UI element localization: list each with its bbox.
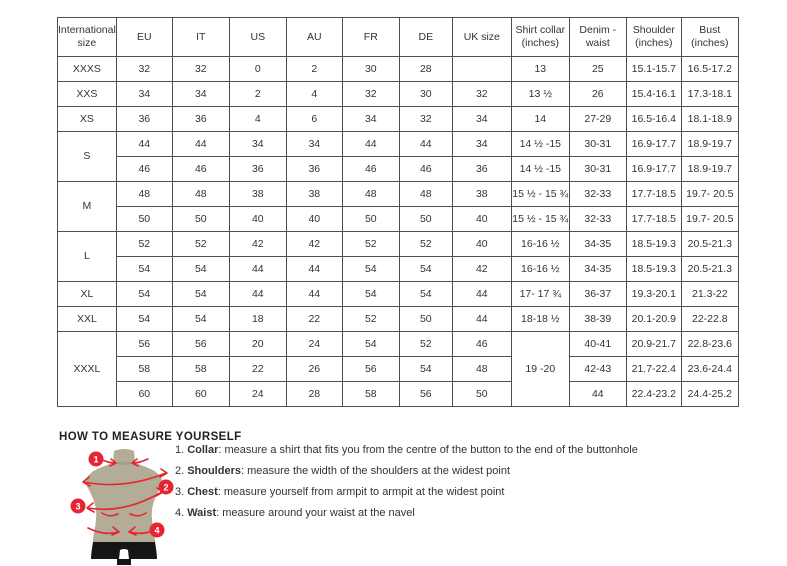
table-cell: 28 (286, 382, 342, 407)
measure-section-title: HOW TO MEASURE YOURSELF (59, 431, 242, 443)
table-cell: 44 (229, 257, 286, 282)
table-cell: 50 (452, 382, 511, 407)
step-text: : measure around your waist at the navel (216, 507, 415, 519)
table-cell: 13 ½ (511, 82, 569, 107)
table-row (58, 207, 739, 232)
table-cell: S (58, 132, 117, 182)
table-cell: 60 (116, 382, 172, 407)
table-cell: 13 (511, 57, 569, 82)
table-cell: 54 (342, 257, 399, 282)
table-cell: 19 -20 (511, 332, 569, 407)
table-cell: 32 (116, 57, 172, 82)
table-cell: 52 (399, 332, 452, 357)
callout-1-number: 1 (93, 454, 99, 465)
table-cell: 40 (286, 207, 342, 232)
step-label: Chest (187, 486, 218, 498)
callout-2 (159, 480, 174, 495)
table-cell: 36 (172, 107, 229, 132)
mannequin-torso (86, 462, 162, 548)
table-cell: 54 (399, 357, 452, 382)
callout-1 (89, 452, 104, 467)
table-cell: 46 (172, 157, 229, 182)
table-cell: 38-39 (569, 307, 626, 332)
table-cell: 14 (511, 107, 569, 132)
column-header: US (229, 18, 286, 57)
table-cell: 24 (286, 332, 342, 357)
table-cell: 30 (399, 82, 452, 107)
table-cell: 21.3-22 (681, 282, 738, 307)
step-label: Collar (187, 444, 219, 456)
table-cell: 18.5-19.3 (626, 257, 681, 282)
column-header: EU (116, 18, 172, 57)
table-cell: 22-22.8 (681, 307, 738, 332)
table-cell: 16.5-17.2 (681, 57, 738, 82)
table-cell: 25 (569, 57, 626, 82)
table-cell: 54 (172, 257, 229, 282)
table-cell: 18.5-19.3 (626, 232, 681, 257)
table-row (58, 382, 739, 407)
table-cell: 28 (399, 57, 452, 82)
measure-step-collar (175, 444, 638, 456)
table-cell: 40 (452, 207, 511, 232)
table-cell: XXXS (58, 57, 117, 82)
table-cell: 44 (452, 282, 511, 307)
table-cell: 46 (399, 157, 452, 182)
measure-step-chest (175, 486, 638, 498)
table-cell: 0 (229, 57, 286, 82)
table-cell: 6 (286, 107, 342, 132)
table-cell (452, 57, 511, 82)
table-cell: 38 (286, 182, 342, 207)
table-cell: 44 (116, 132, 172, 157)
table-cell: 34 (452, 132, 511, 157)
table-row (58, 107, 739, 132)
mannequin-shorts (91, 542, 157, 559)
mannequin-stand (117, 559, 131, 565)
table-row (58, 257, 739, 282)
table-cell: 34 (116, 82, 172, 107)
table-cell: 50 (172, 207, 229, 232)
table-cell: 54 (116, 307, 172, 332)
table-cell: 14 ½ -15 (511, 132, 569, 157)
table-cell: 40 (229, 207, 286, 232)
callout-3 (71, 499, 86, 514)
table-cell: 48 (116, 182, 172, 207)
table-cell: 32-33 (569, 182, 626, 207)
table-cell: 26 (286, 357, 342, 382)
callout-3-number: 3 (75, 501, 81, 512)
table-cell: 23.6-24.4 (681, 357, 738, 382)
table-cell: 19.3-20.1 (626, 282, 681, 307)
table-cell: 20 (229, 332, 286, 357)
table-cell: 58 (342, 382, 399, 407)
table-cell: 17.7-18.5 (626, 182, 681, 207)
table-cell: 18.9-19.7 (681, 132, 738, 157)
table-cell: 16-16 ½ (511, 232, 569, 257)
table-cell: 38 (229, 182, 286, 207)
table-cell: 50 (342, 207, 399, 232)
table-cell: 54 (172, 282, 229, 307)
table-row (58, 57, 739, 82)
table-cell: 38 (452, 182, 511, 207)
column-header: Shirt collar (inches) (511, 18, 569, 57)
mannequin-illustration (60, 446, 192, 566)
table-cell: 34 (229, 132, 286, 157)
callout-4-number: 4 (154, 525, 160, 536)
table-cell: 34 (452, 107, 511, 132)
table-cell: 54 (116, 282, 172, 307)
table-cell: 52 (172, 232, 229, 257)
table-cell: 30-31 (569, 132, 626, 157)
header-row (58, 18, 739, 57)
table-cell: 46 (116, 157, 172, 182)
table-cell: 17.3-18.1 (681, 82, 738, 107)
column-header: FR (342, 18, 399, 57)
table-cell: 44 (399, 132, 452, 157)
table-cell: 54 (342, 282, 399, 307)
table-cell: 44 (172, 132, 229, 157)
table-cell: 32 (452, 82, 511, 107)
table-cell: 16-16 ½ (511, 257, 569, 282)
table-cell: 44 (286, 282, 342, 307)
table-cell: M (58, 182, 117, 232)
table-row (58, 232, 739, 257)
table-row (58, 132, 739, 157)
table-cell: 40-41 (569, 332, 626, 357)
table-cell: 42 (452, 257, 511, 282)
step-text: : measure yourself from armpit to armpit at the widest point (217, 486, 505, 498)
table-cell: 50 (399, 307, 452, 332)
table-cell: 48 (342, 182, 399, 207)
table-cell: L (58, 232, 117, 282)
table-cell: 36 (452, 157, 511, 182)
table-cell: 34-35 (569, 257, 626, 282)
table-row (58, 332, 739, 357)
table-cell: 22.4-23.2 (626, 382, 681, 407)
table-cell: 18 (229, 307, 286, 332)
table-cell: 48 (399, 182, 452, 207)
table-row (58, 82, 739, 107)
table-cell: 56 (116, 332, 172, 357)
table-cell: 15.1-15.7 (626, 57, 681, 82)
table-cell: 34 (286, 132, 342, 157)
column-header: Denim - waist (569, 18, 626, 57)
table-cell: 36 (116, 107, 172, 132)
step-number: 3. (175, 486, 185, 498)
table-cell: 16.9-17.7 (626, 132, 681, 157)
table-cell: 15.4-16.1 (626, 82, 681, 107)
callout-4 (150, 523, 165, 538)
table-cell: 4 (229, 107, 286, 132)
table-cell: 42-43 (569, 357, 626, 382)
table-cell: 18-18 ½ (511, 307, 569, 332)
table-cell: 56 (342, 357, 399, 382)
table-cell: 54 (342, 332, 399, 357)
table-cell: 52 (342, 232, 399, 257)
table-cell: 54 (172, 307, 229, 332)
step-text: : measure a shirt that fits you from the centre of the button to the end of the buttonhole (218, 444, 638, 456)
table-cell: 20.5-21.3 (681, 257, 738, 282)
table-row (58, 307, 739, 332)
table-cell: 2 (286, 57, 342, 82)
callout-2-number: 2 (163, 482, 169, 493)
column-header: DE (399, 18, 452, 57)
table-cell: 52 (342, 307, 399, 332)
table-cell: 15 ½ - 15 ¾ (511, 207, 569, 232)
column-header: IT (172, 18, 229, 57)
table-row (58, 282, 739, 307)
size-chart-header (58, 18, 739, 57)
table-cell: XXL (58, 307, 117, 332)
table-cell: 22 (229, 357, 286, 382)
table-cell: 42 (229, 232, 286, 257)
table-cell: 42 (286, 232, 342, 257)
measure-step-waist (175, 507, 638, 519)
table-cell: 18.1-18.9 (681, 107, 738, 132)
table-cell: 54 (399, 282, 452, 307)
table-cell: 19.7- 20.5 (681, 207, 738, 232)
table-cell: XS (58, 107, 117, 132)
table-cell: 24 (229, 382, 286, 407)
size-chart-table (57, 17, 739, 407)
table-row (58, 182, 739, 207)
table-cell: 36 (229, 157, 286, 182)
table-cell: 44 (569, 382, 626, 407)
table-cell: 34-35 (569, 232, 626, 257)
table-cell: 60 (172, 382, 229, 407)
table-cell: 16.9-17.7 (626, 157, 681, 182)
table-cell: 44 (229, 282, 286, 307)
table-cell: 14 ½ -15 (511, 157, 569, 182)
table-cell: 32 (342, 82, 399, 107)
step-text: : measure the width of the shoulders at the widest point (240, 465, 511, 477)
table-cell: 40 (452, 232, 511, 257)
table-cell: 36 (286, 157, 342, 182)
table-cell: 22.8-23.6 (681, 332, 738, 357)
table-cell: 2 (229, 82, 286, 107)
column-header: Bust (inches) (681, 18, 738, 57)
table-cell: 20.5-21.3 (681, 232, 738, 257)
table-cell: XXS (58, 82, 117, 107)
table-cell: 36-37 (569, 282, 626, 307)
table-cell: 56 (172, 332, 229, 357)
table-cell: 46 (452, 332, 511, 357)
table-cell: 56 (399, 382, 452, 407)
measure-step-shoulders (175, 465, 638, 477)
table-cell: 17- 17 ¾ (511, 282, 569, 307)
table-cell: XXXL (58, 332, 117, 407)
table-cell: 34 (172, 82, 229, 107)
table-cell: 20.9-21.7 (626, 332, 681, 357)
table-cell: 44 (342, 132, 399, 157)
measure-instructions-list (175, 444, 638, 519)
table-cell: 52 (399, 232, 452, 257)
table-cell: 32 (399, 107, 452, 132)
table-cell: 18.9-19.7 (681, 157, 738, 182)
table-cell: 17.7-18.5 (626, 207, 681, 232)
table-cell: 20.1-20.9 (626, 307, 681, 332)
table-cell: 21.7-22.4 (626, 357, 681, 382)
table-cell: 15 ½ - 15 ¾ (511, 182, 569, 207)
table-cell: 54 (399, 257, 452, 282)
table-cell: 50 (399, 207, 452, 232)
table-cell: 22 (286, 307, 342, 332)
table-cell: 30-31 (569, 157, 626, 182)
table-cell: 26 (569, 82, 626, 107)
table-cell: 44 (286, 257, 342, 282)
size-chart-body (58, 57, 739, 407)
table-cell: 27-29 (569, 107, 626, 132)
table-row (58, 157, 739, 182)
table-cell: 54 (116, 257, 172, 282)
column-header: UK size (452, 18, 511, 57)
table-cell: 58 (116, 357, 172, 382)
table-cell: 48 (452, 357, 511, 382)
step-label: Waist (187, 507, 217, 519)
table-cell: 4 (286, 82, 342, 107)
step-number: 4. (175, 507, 185, 519)
table-cell: 58 (172, 357, 229, 382)
step-label: Shoulders (187, 465, 241, 477)
table-cell: XL (58, 282, 117, 307)
table-cell: 24.4-25.2 (681, 382, 738, 407)
column-header: Shoulder (inches) (626, 18, 681, 57)
step-number: 2. (175, 465, 185, 477)
table-cell: 19.7- 20.5 (681, 182, 738, 207)
table-cell: 16.5-16.4 (626, 107, 681, 132)
column-header: International size (58, 18, 117, 57)
table-cell: 52 (116, 232, 172, 257)
table-row (58, 357, 739, 382)
table-cell: 34 (342, 107, 399, 132)
table-cell: 32-33 (569, 207, 626, 232)
column-header: AU (286, 18, 342, 57)
table-cell: 44 (452, 307, 511, 332)
table-cell: 46 (342, 157, 399, 182)
table-cell: 48 (172, 182, 229, 207)
table-cell: 30 (342, 57, 399, 82)
step-number: 1. (175, 444, 185, 456)
table-cell: 32 (172, 57, 229, 82)
table-cell: 50 (116, 207, 172, 232)
